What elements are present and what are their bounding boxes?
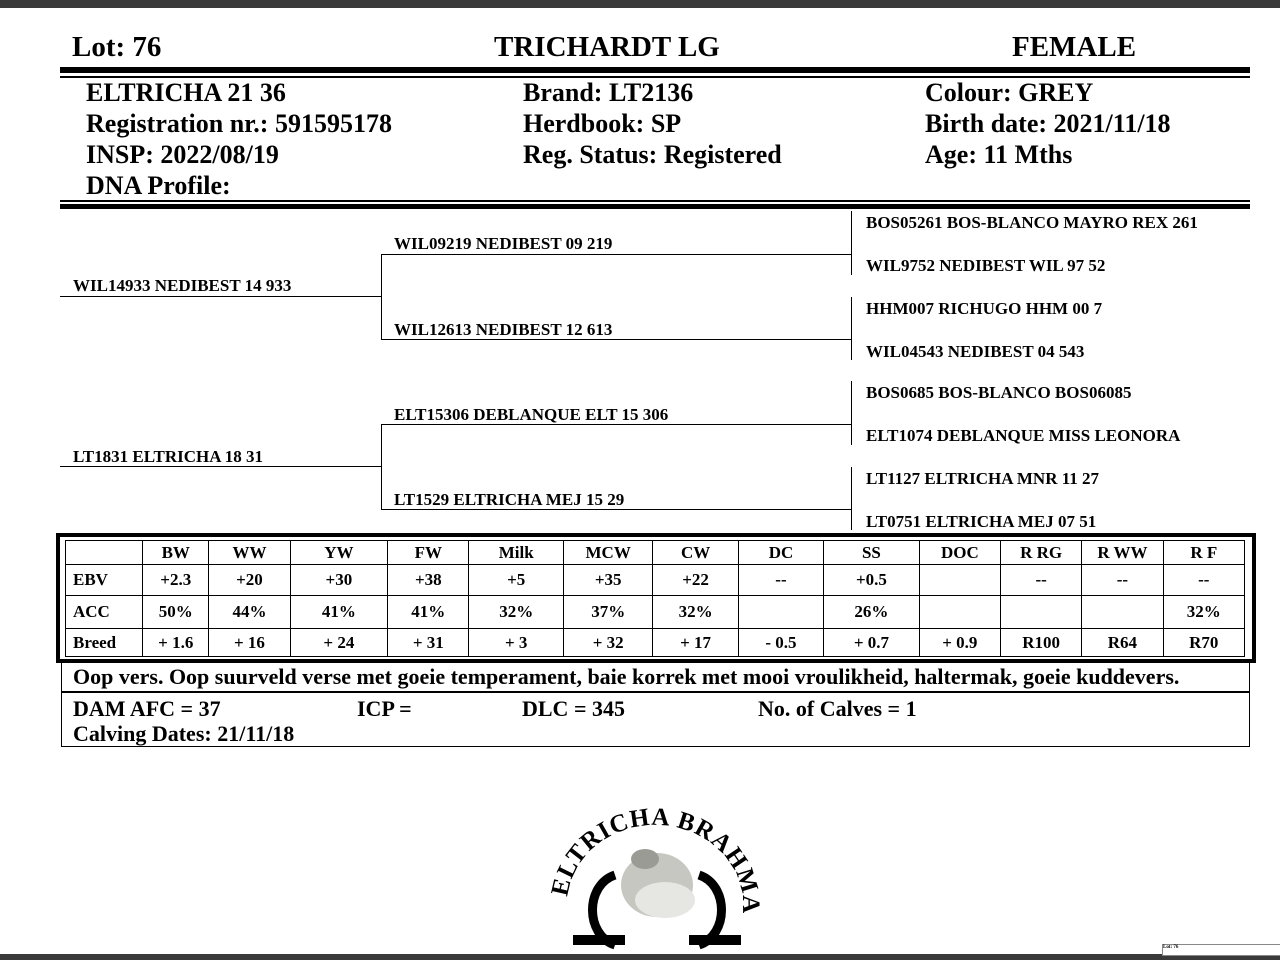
sex: FEMALE bbox=[1012, 31, 1137, 63]
dam-dam: LT1529 ELTRICHA MEJ 15 29 bbox=[394, 490, 625, 509]
dna-profile: DNA Profile: bbox=[86, 171, 231, 200]
breeder-name: TRICHARDT LG bbox=[494, 31, 720, 63]
col-fw: FW bbox=[388, 541, 469, 565]
gg-dam-1: WIL9752 NEDIBEST WIL 97 52 bbox=[866, 256, 1106, 275]
eltricha-brahmane-logo bbox=[545, 805, 765, 955]
gg-sire-4: LT1127 ELTRICHA MNR 11 27 bbox=[866, 469, 1100, 488]
brand: Brand: LT2136 bbox=[523, 78, 694, 107]
birth-date: Birth date: 2021/11/18 bbox=[925, 109, 1171, 138]
reg-status: Reg. Status: Registered bbox=[523, 140, 782, 169]
col-milk: Milk bbox=[469, 541, 564, 565]
table-row-acc: ACC 50% 44% 41% 41% 32% 37% 32% 26% 32% bbox=[66, 596, 1245, 629]
sire-dam: WIL12613 NEDIBEST 12 613 bbox=[394, 320, 613, 339]
gg-dam-4: LT0751 ELTRICHA MEJ 07 51 bbox=[866, 512, 1097, 531]
table-row-ebv: EBV +2.3 +20 +30 +38 +5 +35 +22 -- +0.5 -- -- -- bbox=[66, 565, 1245, 596]
table-row-breed: Breed + 1.6 + 16 + 24 + 31 + 3 + 32 + 17 - 0.5 + 0.7 + 0.9 R100 R64 R70 bbox=[66, 629, 1245, 657]
gg-dam-3: ELT1074 DEBLANQUE MISS LEONORA bbox=[866, 426, 1181, 445]
col-dc: DC bbox=[738, 541, 823, 565]
registration-number: Registration nr.: 591595178 bbox=[86, 109, 392, 138]
bottom-border bbox=[0, 954, 1280, 960]
gg-sire-2: HHM007 RICHUGO HHM 00 7 bbox=[866, 299, 1103, 318]
sire-sire: WIL09219 NEDIBEST 09 219 bbox=[394, 234, 613, 253]
col-yw: YW bbox=[290, 541, 388, 565]
info-divider-thin bbox=[60, 200, 1250, 202]
icp: ICP = bbox=[357, 696, 412, 721]
col-cw: CW bbox=[653, 541, 738, 565]
col-rf: R F bbox=[1163, 541, 1244, 565]
ebv-table bbox=[65, 540, 1245, 657]
dam-sire: ELT15306 DEBLANQUE ELT 15 306 bbox=[394, 405, 669, 424]
ebv-header-row bbox=[66, 541, 1245, 565]
number-of-calves: No. of Calves = 1 bbox=[758, 696, 917, 721]
logo-icon bbox=[545, 805, 765, 955]
inspection-date: INSP: 2022/08/19 bbox=[86, 140, 279, 169]
footer-text: Lot: 76 bbox=[1163, 945, 1179, 950]
col-mcw: MCW bbox=[563, 541, 652, 565]
comments: Oop vers. Oop suurveld verse met goeie temperament, baie korrek met mooi vroulikheid, haltermak, goeie kuddevers. bbox=[73, 664, 1180, 689]
dlc: DLC = 345 bbox=[522, 696, 625, 721]
header-divider bbox=[60, 67, 1250, 73]
dam: LT1831 ELTRICHA 18 31 bbox=[73, 447, 264, 466]
dam-afc: DAM AFC = 37 bbox=[73, 696, 221, 721]
sire: WIL14933 NEDIBEST 14 933 bbox=[73, 276, 292, 295]
col-bw: BW bbox=[143, 541, 209, 565]
col-rrg: R RG bbox=[1000, 541, 1081, 565]
animal-name: ELTRICHA 21 36 bbox=[86, 78, 286, 107]
footer-tab bbox=[1162, 944, 1280, 956]
info-divider bbox=[60, 204, 1250, 209]
col-rww: R WW bbox=[1082, 541, 1163, 565]
gg-sire-3: BOS0685 BOS-BLANCO BOS06085 bbox=[866, 383, 1132, 402]
col-ss: SS bbox=[824, 541, 920, 565]
lot-number: Lot: 76 bbox=[72, 31, 162, 63]
gg-sire-1: BOS05261 BOS-BLANCO MAYRO REX 261 bbox=[866, 213, 1198, 232]
herdbook: Herdbook: SP bbox=[523, 109, 682, 138]
calving-dates: Calving Dates: 21/11/18 bbox=[73, 721, 295, 746]
gg-dam-2: WIL04543 NEDIBEST 04 543 bbox=[866, 342, 1085, 361]
colour: Colour: GREY bbox=[925, 78, 1094, 107]
age: Age: 11 Mths bbox=[925, 140, 1073, 169]
col-doc: DOC bbox=[919, 541, 1000, 565]
col-ww: WW bbox=[209, 541, 290, 565]
top-border bbox=[0, 0, 1280, 8]
logo-text: ELTRICHA BRAHMA bbox=[546, 805, 765, 915]
